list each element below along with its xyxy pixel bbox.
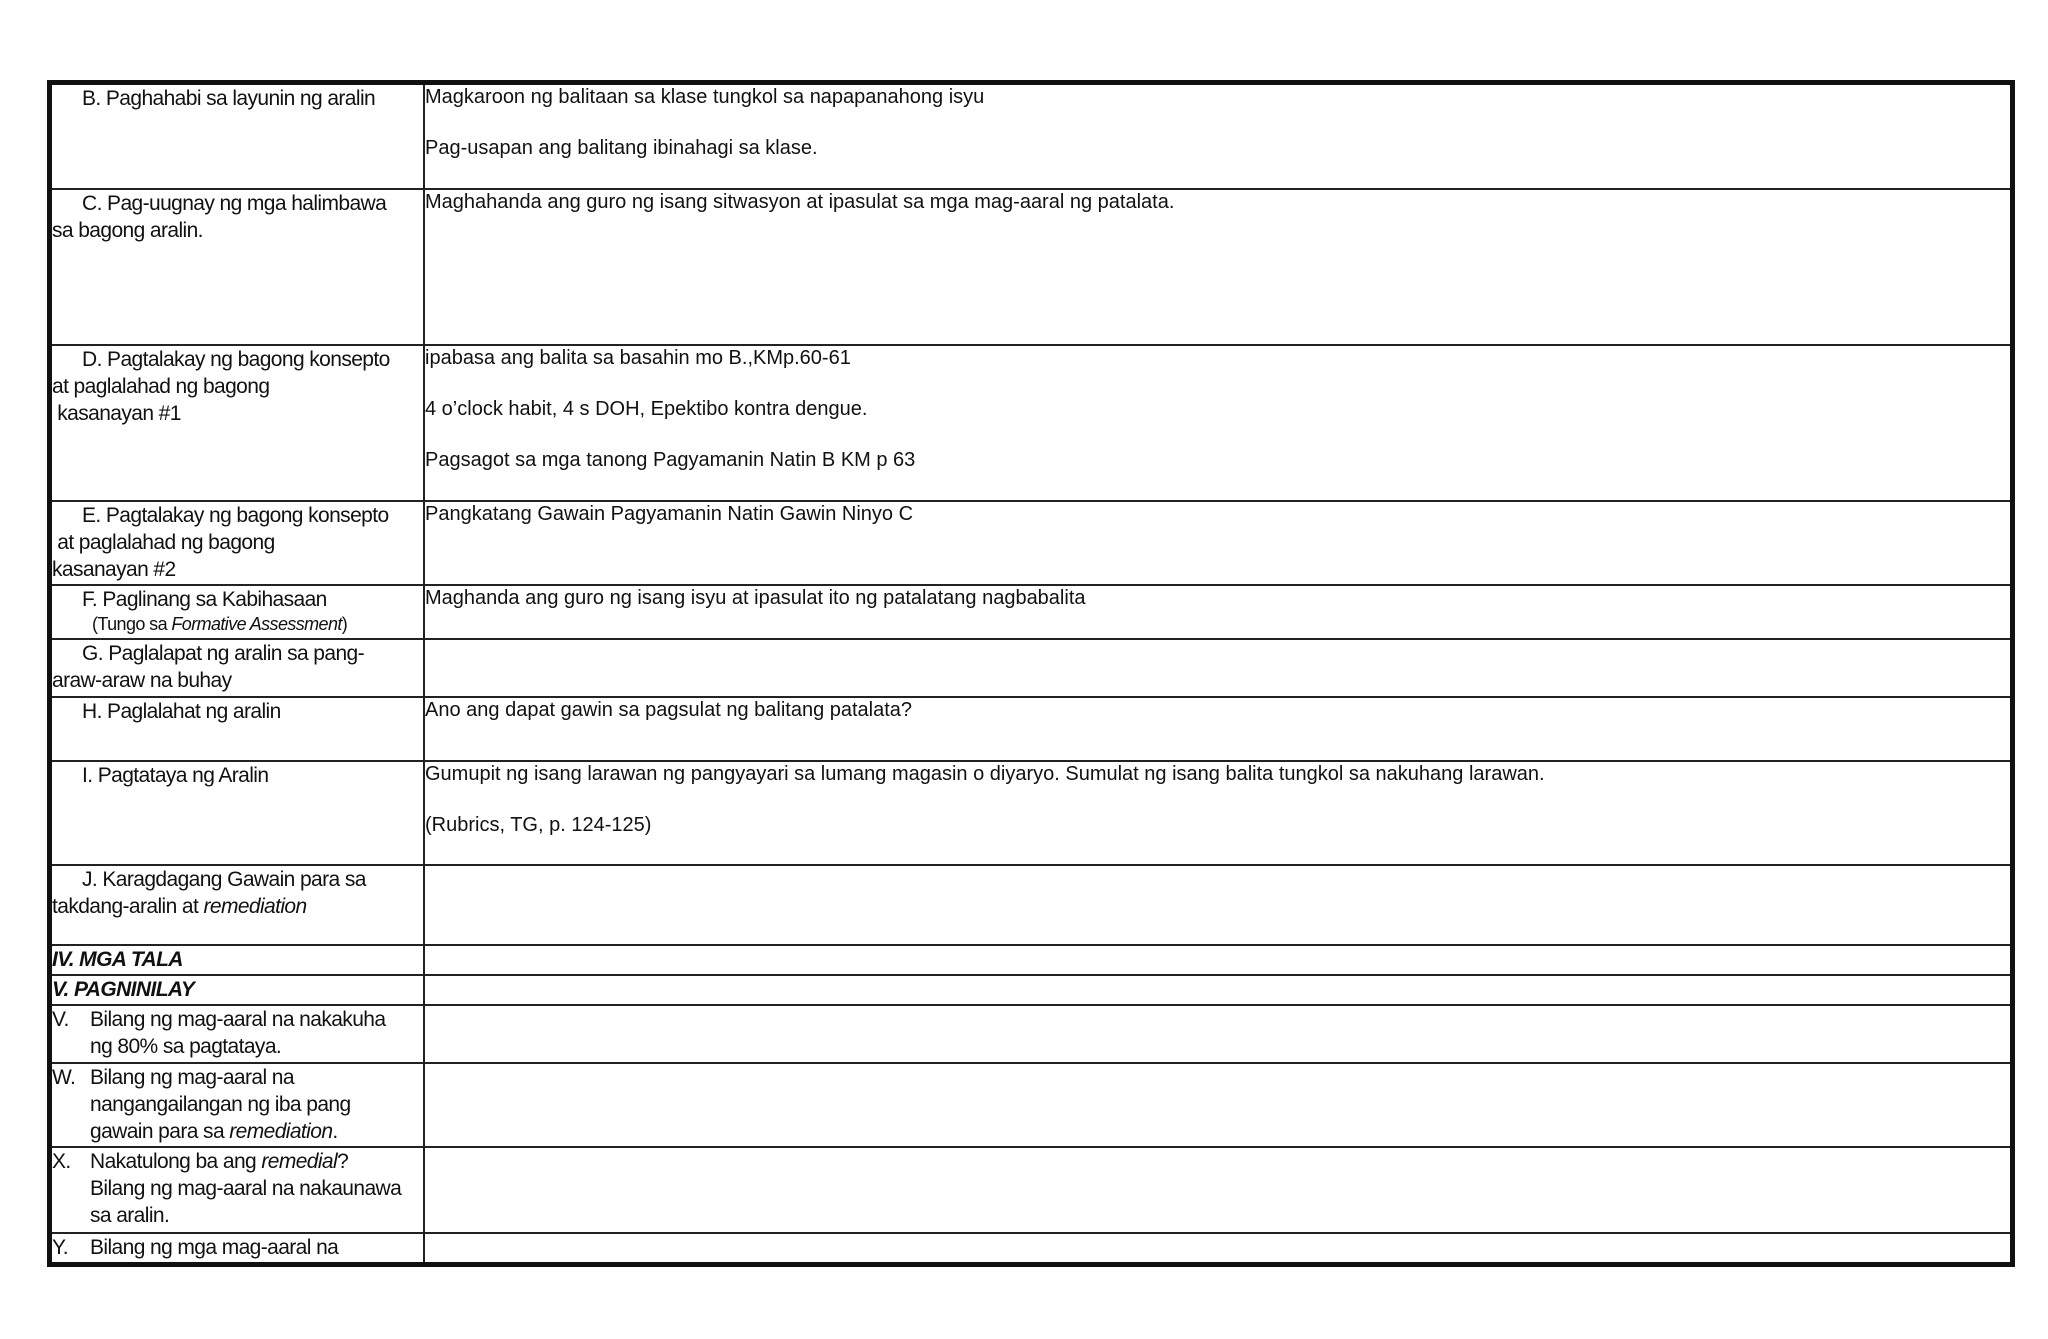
table-row [50,83,2013,189]
row-content-e: Pangkatang Gawain Pagyamanin Natin Gawin Ninyo C [424,501,2013,585]
table-row [50,345,2013,501]
table-row [50,189,2013,345]
reflection-item-w: W. Bilang ng mag-aaral na nangangailangan ng iba pang gawain para sa remediation. [50,1063,425,1147]
reflection-answer-y [424,1233,2013,1265]
row-label-j: J. Karagdagang Gawain para sa takdang-aralin at remediation [50,865,425,945]
table-row [50,697,2013,761]
reflection-answer-v [424,1005,2013,1063]
table-row [50,1005,2013,1063]
table-row [50,865,2013,945]
table-row [50,1063,2013,1147]
row-label-g: G. Paglalapat ng aralin sa pang- araw-araw na buhay [50,639,425,697]
table-row [50,1233,2013,1265]
row-label-b: B. Paghahabi sa layunin ng aralin [50,83,425,189]
row-content-f: Maghanda ang guro ng isang isyu at ipasulat ito ng patalatang nagbabalita [424,585,2013,639]
section-v-content [424,975,2013,1005]
row-label-c: C. Pag-uugnay ng mga halimbawa sa bagong aralin. [50,189,425,345]
table-row [50,1147,2013,1233]
table-row [50,501,2013,585]
row-content-d: ipabasa ang balita sa basahin mo B.,KMp.60-61 4 o’clock habit, 4 s DOH, Epektibo kontra dengue. Pagsagot sa mga tanong Pagyamanin Natin B KM p 63 [424,345,2013,501]
row-label-h: H. Paglalahat ng aralin [50,697,425,761]
table-row [50,639,2013,697]
row-content-c: Maghahanda ang guro ng isang sitwasyon at ipasulat sa mga mag-aaral ng patalata. [424,189,2013,345]
row-label-f: F. Paglinang sa Kabihasaan (Tungo sa Formative Assessment) [50,585,425,639]
section-iv-content [424,945,2013,975]
row-label-i: I. Pagtataya ng Aralin [50,761,425,865]
row-label-e: E. Pagtalakay ng bagong konsepto at paglalahad ng bagong kasanayan #2 [50,501,425,585]
row-content-i: Gumupit ng isang larawan ng pangyayari sa lumang magasin o diyaryo. Sumulat ng isang balita tungkol sa nakuhang larawan. (Rubrics, TG, p. 124-125) [424,761,2013,865]
row-content-g [424,639,2013,697]
section-v-heading: V. PAGNINILAY [50,975,425,1005]
table-row [50,975,2013,1005]
row-content-j [424,865,2013,945]
table-row [50,945,2013,975]
row-content-b: Magkaroon ng balitaan sa klase tungkol sa napapanahong isyu Pag-usapan ang balitang ibinahagi sa klase. [424,83,2013,189]
daily-lesson-log-table [47,80,2015,1267]
table-row [50,585,2013,639]
reflection-answer-x [424,1147,2013,1233]
row-content-h: Ano ang dapat gawin sa pagsulat ng balitang patalata? [424,697,2013,761]
reflection-item-x: X. Nakatulong ba ang remedial? Bilang ng mag-aaral na nakaunawa sa aralin. [50,1147,425,1233]
reflection-item-v: V. Bilang ng mag-aaral na nakakuha ng 80% sa pagtataya. [50,1005,425,1063]
reflection-item-y: Y. Bilang ng mga mag-aaral na [50,1233,425,1265]
section-iv-heading: IV. MGA TALA [50,945,425,975]
table-row [50,761,2013,865]
row-label-d: D. Pagtalakay ng bagong konsepto at paglalahad ng bagong kasanayan #1 [50,345,425,501]
reflection-answer-w [424,1063,2013,1147]
